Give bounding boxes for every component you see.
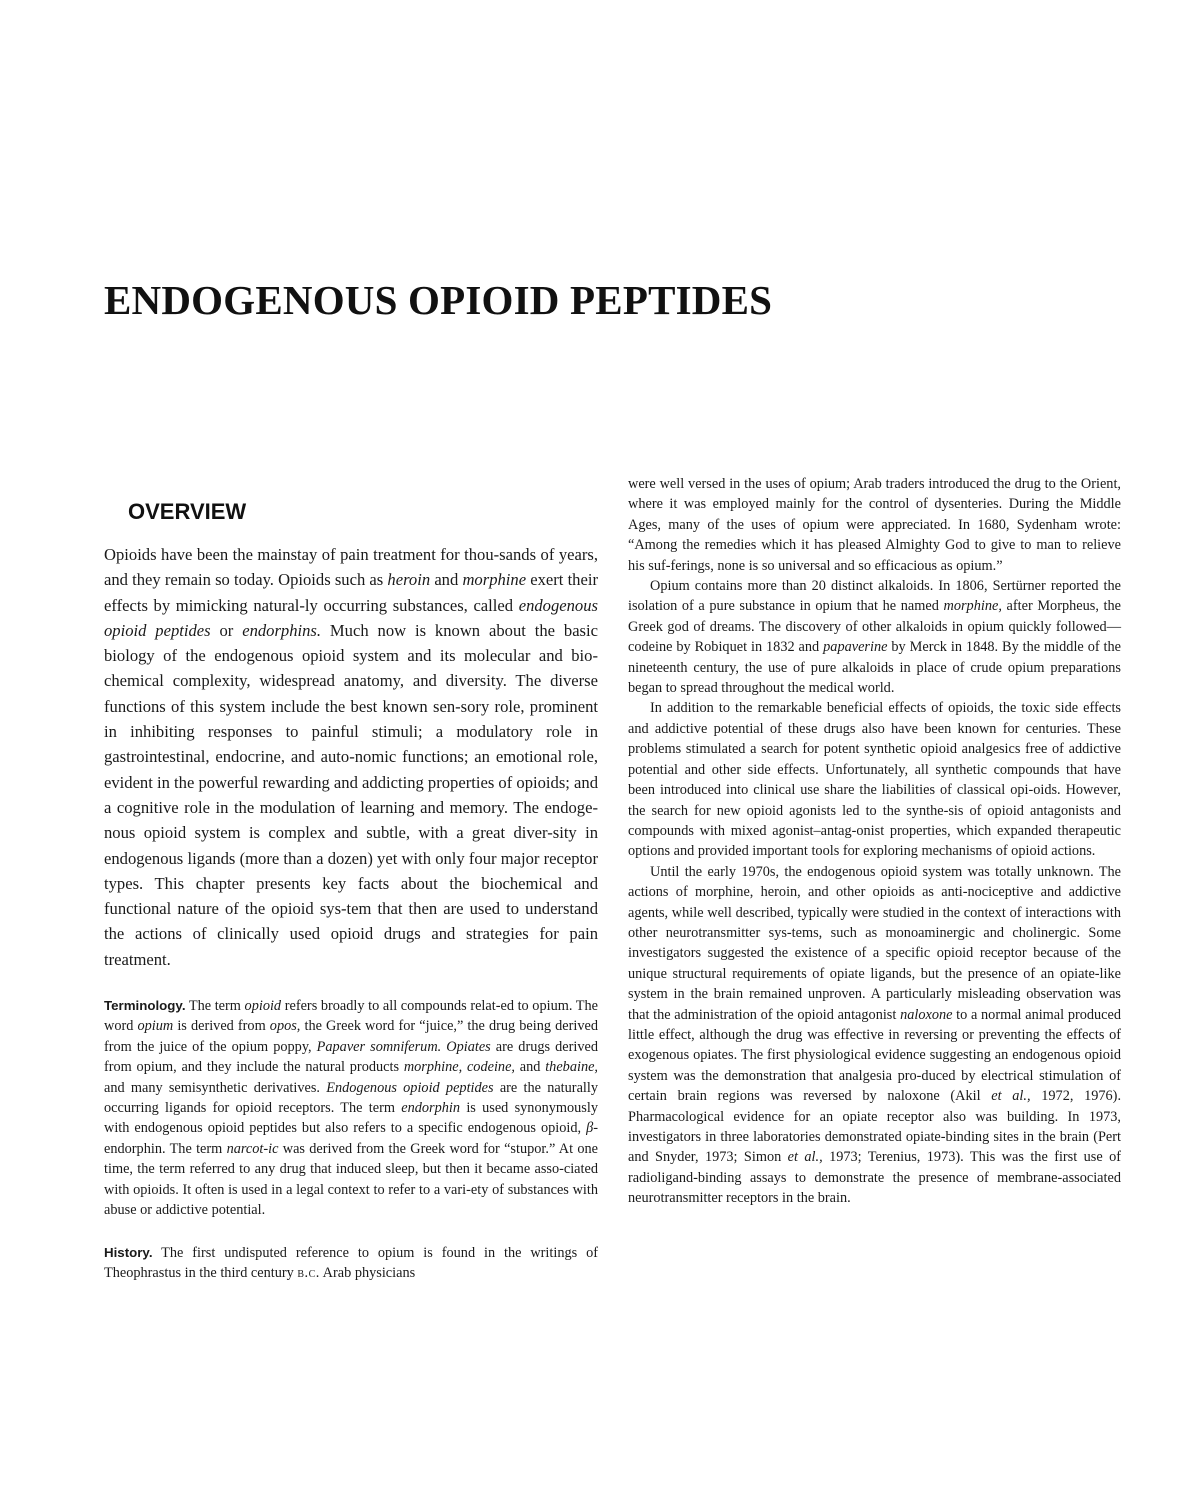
italic-term: opos,	[269, 1018, 301, 1035]
italic-term: opioid	[244, 998, 282, 1015]
italic-term: Endogenous opioid peptides	[326, 1079, 494, 1096]
italic-term: thebaine,	[545, 1059, 599, 1076]
text-run: Much now is known about the basic biology of the endogenous opioid system and its molecular and bio-chemical complexity, widespread anatomy, and diversity. The diverse functions of this system include the best known sen-sory role, prominent in inhibiting responses to painful stimuli; a modulatory role in gastrointestinal, endocrine, and auto-nomic functions; an emotional role, evident in the powerful rewarding and addicting properties of opioids; and a cognitive role in the modulation of learning and memory. The endoge-nous opioid system is complex and subtle, with a great diver-sity in endogenous ligands (more than a dozen) yet with only four major receptor types. This chapter presents key facts about the biochemical and functional nature of the opioid sys-tem that then are used to understand the actions of clinically used opioid drugs and strategies for pain treatment.	[104, 620, 598, 969]
text-run: The first undisputed reference to opium is found in the writings of Theophrastus in the third century	[104, 1244, 598, 1281]
italic-term: naloxone	[900, 1006, 953, 1023]
text-run: and many semisynthetic derivatives.	[104, 1079, 321, 1096]
alkaloids-paragraph	[628, 576, 1121, 698]
text-run: is derived from	[177, 1018, 266, 1035]
text-run: Opioids have been the mainstay of pain treatment for thou-sands of years, and they remain so today. Opioids such as	[104, 545, 598, 590]
italic-term: et al.,	[991, 1088, 1031, 1105]
text-run: or	[219, 620, 234, 640]
overview-paragraph	[104, 542, 598, 972]
italic-term: endogenous opioid peptides	[104, 595, 598, 640]
text-run: 1972, 1976). Pharmacological evidence for an opiate receptor also was building. In 1973, investigators in three laboratories demonstrated opiate-binding sites in the brain (Pert and Snyder, 1973; Simon	[628, 1088, 1122, 1166]
italic-term: heroin	[387, 570, 431, 590]
text-run: Arab physicians	[322, 1264, 416, 1281]
side-effects-paragraph: In addition to the remarkable beneficial effects of opioids, the toxic side effects and addictive potential of these drugs also have been known for centuries. These problems stimulated a search for potent synthetic opioid analgesics free of addictive potential and other side effects. Unfortunately, all synthetic compounds that have been introduced into clinical use share the liabilities of classical opi-oids. However, the search for new opioid agonists led to the synthe-sis of opioid antagonists and compounds with mixed agonist–antag-onist properties, which expanded therapeutic options and provided important tools for exploring mechanisms of opioid actions.	[628, 700, 1121, 860]
history-paragraph	[104, 1243, 598, 1284]
italic-term: morphine,	[943, 598, 1002, 615]
italic-term: Papaver somniferum. Opiates	[316, 1038, 491, 1055]
terminology-paragraph	[104, 996, 598, 1220]
text-run: by Merck in 1848. By the middle of the nineteenth century, the use of pure alkaloids in place of crude opium preparations began to spread throughout the medical world.	[628, 639, 1121, 697]
chapter-title: ENDOGENOUS OPIOID PEPTIDES	[104, 277, 773, 323]
italic-term: endorphins.	[242, 620, 322, 640]
text-run: -endorphin. The term	[104, 1120, 599, 1157]
text-run: after Morpheus, the Greek god of dreams. The discovery of other alkaloids in opium quickly followed—codeine by Robiquet in 1832 and	[628, 598, 1121, 656]
text-run: is used synonymously with endogenous opioid peptides but also refers to a specific endogenous opioid,	[104, 1100, 598, 1137]
text-run: 1973; Terenius, 1973). This was the first use of radioligand-binding assays to demonstrate the presence of membrane-associated neurotransmitter receptors in the brain.	[628, 1149, 1121, 1207]
italic-term: morphine, codeine,	[403, 1059, 515, 1076]
text-run: Opium contains more than 20 distinct alkaloids. In 1806, Sertürner reported the isolation of a pure substance in opium that he named	[628, 578, 1121, 615]
italic-term: papaverine	[823, 639, 888, 656]
italic-term: morphine	[462, 570, 527, 590]
text-run: the Greek word for “juice,” the drug being derived from the juice of the opium poppy,	[104, 1018, 598, 1055]
text-run: are the naturally occurring ligands for opioid receptors. The term	[104, 1079, 599, 1117]
text-run: are drugs derived from opium, and they include the natural products	[104, 1038, 598, 1076]
overview-heading: OVERVIEW	[128, 499, 247, 524]
history-continuation-paragraph: were well versed in the uses of opium; Arab traders introduced the drug to the Orient, where it was employed mainly for the control of dysenteries. During the Middle Ages, many of the uses of opium were appreciated. In 1680, Sydenham wrote: “Among the remedies which it has pleased Almighty God to give to man to relieve his suf-ferings, none is so universal and so efficacious as opium.”	[628, 476, 1121, 574]
italic-term: endorphin	[401, 1100, 461, 1117]
italic-term: narcot-ic	[226, 1140, 279, 1157]
italic-term: et al.,	[787, 1149, 823, 1166]
history-label: History.	[104, 1244, 153, 1260]
terminology-label: Terminology.	[104, 998, 186, 1014]
left-column	[104, 498, 598, 1283]
right-column	[628, 474, 1121, 1209]
text-run: was derived from the Greek word for “stupor.” At one time, the term referred to any drug that induced sleep, but then it became asso-ciated with opioids. It often is used in a legal context to refer to a vari-ety of substances with abuse or addictive potential.	[104, 1140, 598, 1219]
italic-term: opium	[137, 1018, 174, 1035]
discovery-paragraph	[628, 862, 1121, 1209]
text-run: exert their effects by mimicking natural-ly occurring substances, called	[104, 570, 598, 615]
text-run: and	[434, 570, 459, 590]
era-abbreviation: b.c.	[297, 1264, 320, 1281]
text-run: to a normal animal produced little effect, although the drug was effective in reversing or preventing the effects of exogenous opiates. The first physiological evidence suggesting an endogenous opioid system was the demonstration that analgesia pro-duced by electrical stimulation of certain brain regions was reversed by naloxone (Akil	[628, 1006, 1122, 1105]
text-run: Until the early 1970s, the endogenous opioid system was totally unknown. The actions of morphine, heroin, and other opioids as anti-nociceptive and addictive agents, while well described, typically were studied in the context of interactions with other neurotransmitter sys-tems, such as monoaminergic and cholinergic. Some investigators suggested the existence of a specific opioid receptor because of the unique structural requirements of opiate ligands, but the presence of an opiate-like system in the brain remained unproven. A particularly misleading observation was that the administration of the opioid antagonist	[628, 863, 1121, 1023]
text-run: refers broadly to all compounds relat-ed to opium. The word	[104, 998, 598, 1035]
text-run: and	[519, 1059, 541, 1076]
beta-symbol: β	[586, 1120, 594, 1137]
text-run: The term	[188, 998, 241, 1015]
